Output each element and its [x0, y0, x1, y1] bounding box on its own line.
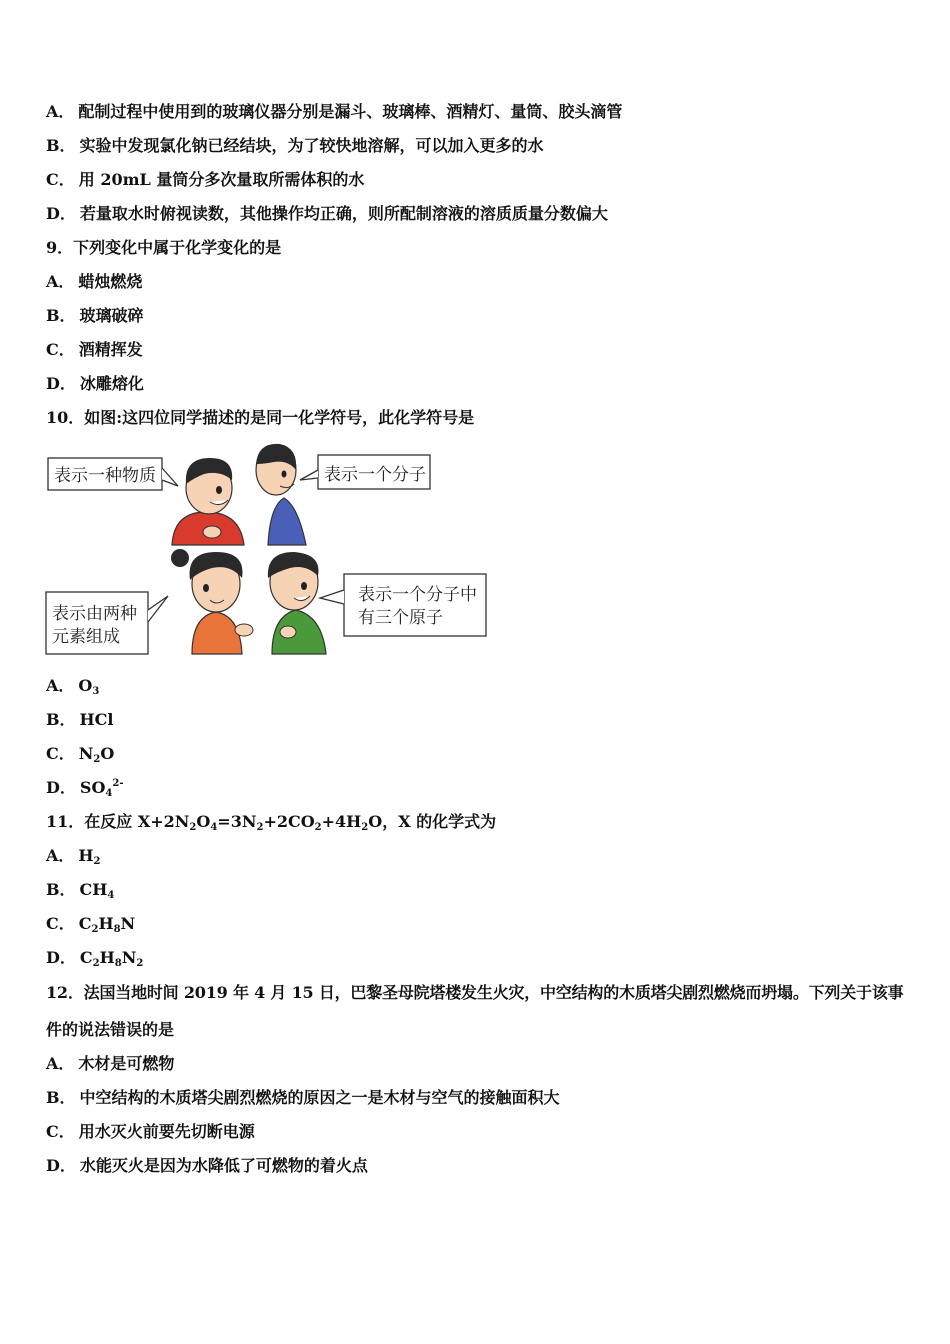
q9-option-d: D． 冰雕熔化	[46, 374, 144, 393]
bubble-3-text-line1: 表示由两种	[52, 604, 137, 624]
speech-bubble-1	[48, 458, 178, 490]
bubble-2-text: 表示一个分子	[324, 465, 426, 485]
q10-option-b: B． HCl	[46, 710, 114, 729]
q9-option-c: C． 酒精挥发	[46, 340, 143, 359]
q9-option-a: A． 蜡烛燃烧	[46, 272, 143, 291]
q11-option-b: B． $CH_4$	[46, 880, 115, 901]
q12-option-c: C． 用水灭火前要先切断电源	[46, 1122, 255, 1141]
q11-option-d: D． $C_2H_8N_2$	[46, 948, 144, 969]
q8-option-a: A． 配制过程中使用到的玻璃仪器分别是漏斗、玻璃棒、酒精灯、量筒、胶头滴管	[46, 102, 623, 121]
q12-stem-line1: 12．法国当地时间 2019 年 4 月 15 日，巴黎圣母院塔楼发生火灾，中空结构的木质塔尖剧烈燃烧而坍塌。下列关于该事	[46, 983, 904, 1002]
bubble-4-text-line2: 有三个原子	[358, 608, 443, 628]
q12-option-d: D． 水能灭火是因为水降低了可燃物的着火点	[46, 1156, 368, 1175]
speech-bubble-4	[320, 574, 486, 636]
q11-stem: 11．在反应 $X+2N_2O_4=3N_2+2CO_2+4H_2O$，X 的化学式为	[46, 812, 497, 833]
student-boy-green-shirt	[268, 552, 326, 654]
q10-stem: 10．如图:这四位同学描述的是同一化学符号，此化学符号是	[46, 408, 475, 427]
bubble-3-text-line2: 元素组成	[52, 627, 120, 647]
q8-option-c: C． 用 20mL 量筒分多次量取所需体积的水	[46, 170, 365, 189]
q12-stem-line2: 件的说法错误的是	[46, 1020, 175, 1039]
student-boy-blue-shirt	[256, 444, 306, 545]
q8-option-d: D． 若量取水时俯视读数，其他操作均正确，则所配制溶液的溶质质量分数偏大	[46, 204, 608, 223]
student-boy-red-shirt	[172, 458, 244, 545]
q10-option-c: C． $N_2O$	[46, 744, 115, 765]
q10-option-a: A． $O_3$	[46, 676, 100, 697]
q12-option-a: A． 木材是可燃物	[46, 1054, 175, 1073]
q9-option-b: B． 玻璃破碎	[46, 306, 144, 325]
q11-option-a: A． $H_2$	[46, 846, 101, 867]
speech-bubble-3	[46, 592, 168, 654]
speech-bubble-2	[300, 455, 430, 489]
student-girl-orange-shirt	[171, 549, 253, 654]
bubble-1-text: 表示一种物质	[54, 466, 156, 486]
q12-option-b: B． 中空结构的木质塔尖剧烈燃烧的原因之一是木材与空气的接触面积大	[46, 1088, 560, 1107]
q10-figure	[44, 440, 494, 660]
q10-option-d: D． $SO_4^{2-}$	[46, 778, 124, 799]
q9-stem: 9．下列变化中属于化学变化的是	[46, 238, 282, 257]
bubble-4-text-line1: 表示一个分子中	[358, 585, 477, 605]
q11-option-c: C． $C_2H_8N$	[46, 914, 136, 935]
four-students-illustration	[44, 440, 494, 660]
q8-option-b: B． 实验中发现氯化钠已经结块，为了较快地溶解，可以加入更多的水	[46, 136, 544, 155]
